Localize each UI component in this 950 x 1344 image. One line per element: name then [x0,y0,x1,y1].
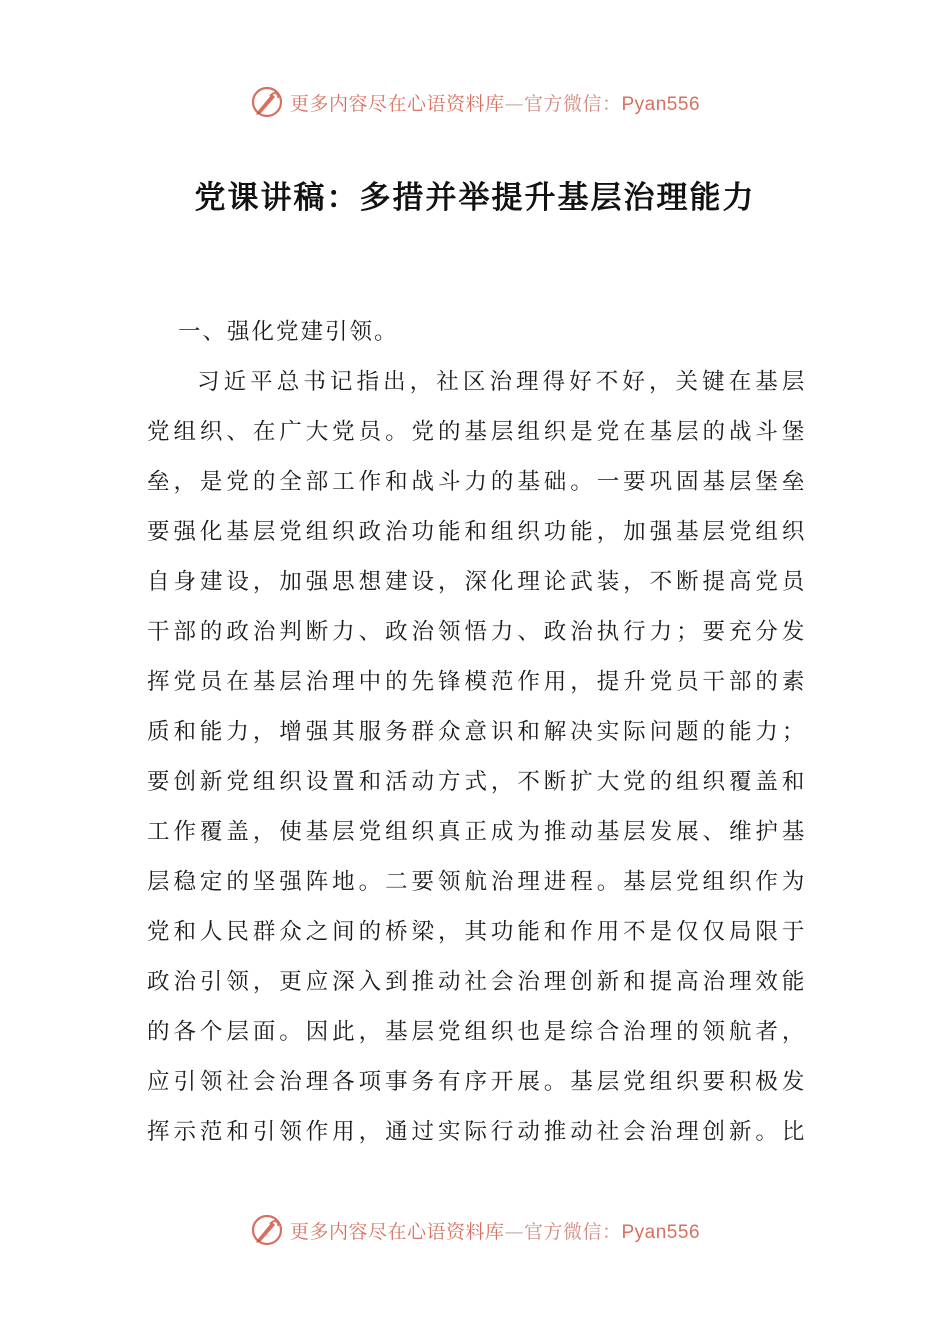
paragraph-line: 的各个层面。因此，基层党组织也是综合治理的领航者， [147,1019,807,1045]
paragraph-line: 习近平总书记指出，社区治理得好不好，关键在基层 [197,369,807,395]
body-paragraph [147,357,807,1157]
paragraph-line: 党和人民群众之间的桥梁，其功能和作用不是仅仅局限于 [147,919,807,945]
paragraph-line: 要强化基层党组织政治功能和组织功能，加强基层党组织 [147,519,807,545]
paragraph-line: 应引领社会治理各项事务有序开展。基层党组织要积极发 [147,1069,807,1095]
paragraph-line: 政治引领，更应深入到推动社会治理创新和提高治理效能 [147,969,807,995]
paragraph-line: 垒，是党的全部工作和战斗力的基础。一要巩固基层堡垒 [147,469,807,495]
pen-logo-icon [250,85,284,119]
watermark-brand: 更多内容尽在心语资料库 [289,92,505,115]
paragraph-line: 工作覆盖，使基层党组织真正成为推动基层发展、维护基 [147,819,807,845]
watermark-wechat-id: Pyan556 [621,1221,701,1243]
pen-logo-icon [250,1213,284,1247]
paragraph-line: 挥党员在基层治理中的先锋模范作用，提升党员干部的素 [147,669,807,695]
watermark-dash: — [504,1220,524,1243]
watermark-dash: — [504,92,524,115]
watermark-brand: 更多内容尽在心语资料库 [289,1220,505,1243]
watermark-text [290,89,700,116]
paragraph-line: 质和能力，增强其服务群众意识和解决实际问题的能力； [147,719,807,745]
section-heading: 一、强化党建引领。 [178,319,399,345]
footer-watermark [0,1210,950,1250]
paragraph-line: 挥示范和引领作用，通过实际行动推动社会治理创新。比 [147,1119,807,1145]
watermark-text [290,1217,700,1244]
paragraph-line: 自身建设，加强思想建设，深化理论武装，不断提高党员 [147,569,807,595]
paragraph-line: 干部的政治判断力、政治领悟力、政治执行力；要充分发 [147,619,807,645]
paragraph-line: 党组织、在广大党员。党的基层组织是党在基层的战斗堡 [147,419,807,445]
header-watermark [0,82,950,122]
page-title: 党课讲稿：多措并举提升基层治理能力 [194,180,756,216]
paragraph-line: 层稳定的坚强阵地。二要领航治理进程。基层党组织作为 [147,869,807,895]
paragraph-line: 要创新党组织设置和活动方式，不断扩大党的组织覆盖和 [147,769,807,795]
watermark-wechat-id: Pyan556 [621,93,701,115]
watermark-contact-label: 官方微信： [523,1220,622,1243]
watermark-contact-label: 官方微信： [523,92,622,115]
